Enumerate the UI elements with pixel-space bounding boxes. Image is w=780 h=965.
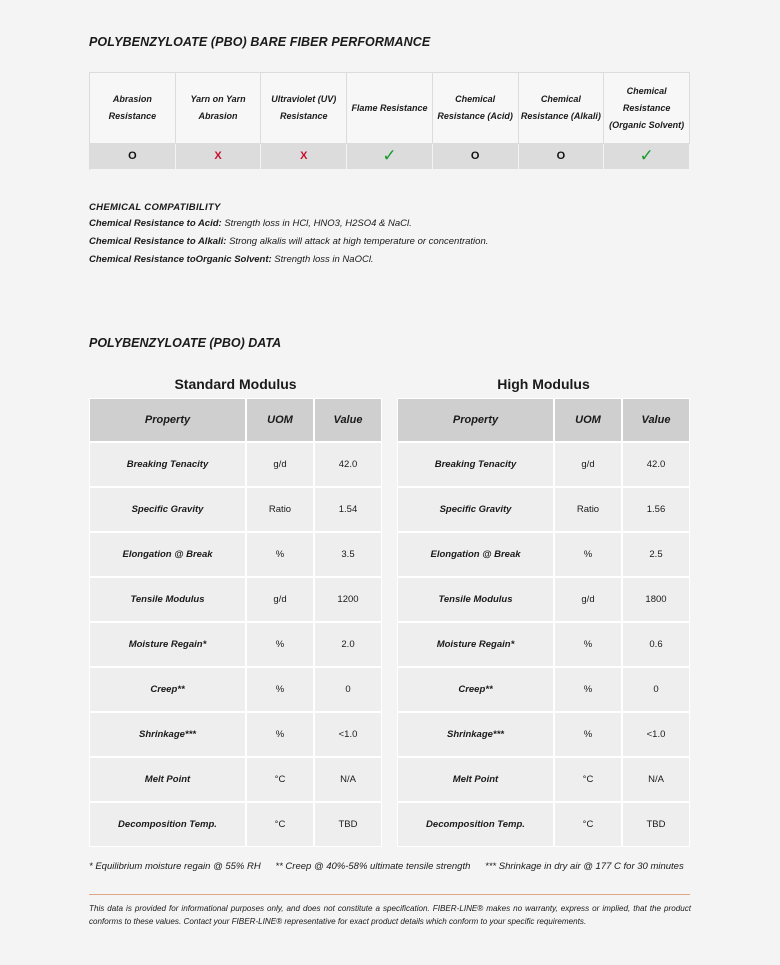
table-row	[397, 712, 690, 757]
compat-text: Strong alkalis will attack at high temperature or concentration.	[226, 236, 489, 247]
footnote: ** Creep @ 40%-58% ultimate tensile strength	[275, 861, 471, 872]
uom-cell: %	[554, 532, 622, 577]
chemical-compatibility	[89, 202, 488, 271]
property-cell: Moisture Regain*	[397, 622, 554, 667]
value-cell: 42.0	[314, 442, 382, 487]
standard-modulus-table	[89, 398, 382, 847]
compat-text: Strength loss in NaOCl.	[271, 254, 374, 265]
performance-column-header: Flame Resistance	[347, 73, 433, 144]
table-row	[397, 622, 690, 667]
property-cell: Melt Point	[89, 757, 246, 802]
table-row	[89, 487, 382, 532]
rating-good-icon: O	[128, 150, 137, 162]
value-cell: 0	[314, 667, 382, 712]
performance-rating-cell	[604, 144, 690, 170]
value-cell: 42.0	[622, 442, 690, 487]
rating-good-icon: O	[470, 150, 480, 162]
property-cell: Shrinkage***	[397, 712, 554, 757]
value-cell: <1.0	[314, 712, 382, 757]
table-row	[397, 667, 690, 712]
table-row	[397, 532, 690, 577]
footnote: *** Shrinkage in dry air @ 177 C for 30 minutes	[485, 861, 684, 872]
table-row	[89, 667, 382, 712]
uom-cell: °C	[554, 757, 622, 802]
property-cell: Breaking Tenacity	[397, 442, 554, 487]
rating-poor-icon: X	[300, 150, 308, 162]
property-cell: Moisture Regain*	[89, 622, 246, 667]
value-cell: 2.5	[622, 532, 690, 577]
uom-cell: g/d	[246, 577, 314, 622]
compat-label: Chemical Resistance toOrganic Solvent:	[89, 254, 272, 265]
uom-cell: %	[246, 667, 314, 712]
value-cell: TBD	[314, 802, 382, 847]
value-cell: 1200	[314, 577, 382, 622]
performance-rating-cell	[519, 144, 605, 170]
uom-cell: °C	[246, 757, 314, 802]
compat-text: Strength loss in HCl, HNO3, H2SO4 & NaCl.	[221, 218, 412, 229]
uom-cell: g/d	[554, 577, 622, 622]
table-row	[89, 577, 382, 622]
disclaimer: This data is provided for informational purposes only, and does not constitute a specification. FIBER-LINE® makes no warranty, express or implied, that the product conforms to these values. Contact your FIBER-LINE® representative for exact product details which conform to your specific requirements.	[89, 904, 691, 926]
column-header: UOM	[246, 398, 314, 442]
data-title: POLYBENZYLOATE (PBO) DATA	[89, 336, 282, 350]
uom-cell: Ratio	[554, 487, 622, 532]
uom-cell: %	[246, 532, 314, 577]
compat-line	[89, 217, 488, 231]
performance-column-header: Chemical Resistance (Acid)	[433, 73, 519, 144]
value-cell: 3.5	[314, 532, 382, 577]
performance-column-header: Chemical Resistance (Alkali)	[519, 73, 605, 144]
performance-table	[89, 72, 690, 170]
property-cell: Elongation @ Break	[397, 532, 554, 577]
performance-rating-cell	[347, 144, 433, 170]
value-cell: TBD	[622, 802, 690, 847]
column-header: Property	[397, 398, 554, 442]
rating-good-icon: O	[556, 150, 566, 162]
column-header: UOM	[554, 398, 622, 442]
table-row	[397, 577, 690, 622]
footnote: * Equilibrium moisture regain @ 55% RH	[89, 861, 261, 872]
property-cell: Shrinkage***	[89, 712, 246, 757]
checkmark-icon: ✓	[639, 145, 654, 165]
property-cell: Decomposition Temp.	[397, 802, 554, 847]
uom-cell: g/d	[554, 442, 622, 487]
property-cell: Creep**	[397, 667, 554, 712]
property-cell: Decomposition Temp.	[89, 802, 246, 847]
value-cell: <1.0	[622, 712, 690, 757]
high-modulus-table	[397, 398, 690, 847]
table-row	[89, 757, 382, 802]
performance-rating-cell	[261, 144, 347, 170]
property-cell: Breaking Tenacity	[89, 442, 246, 487]
property-cell: Specific Gravity	[397, 487, 554, 532]
standard-modulus-title: Standard Modulus	[174, 376, 297, 392]
performance-column-header: Yarn on Yarn Abrasion	[176, 73, 262, 144]
table-row	[397, 442, 690, 487]
divider	[89, 894, 690, 895]
compat-line	[89, 235, 488, 249]
uom-cell: °C	[246, 802, 314, 847]
uom-cell: %	[554, 667, 622, 712]
property-cell: Melt Point	[397, 757, 554, 802]
table-row	[89, 622, 382, 667]
table-row	[89, 532, 382, 577]
performance-rating-cell	[176, 144, 262, 170]
property-cell: Elongation @ Break	[89, 532, 246, 577]
value-cell: N/A	[314, 757, 382, 802]
performance-column-header: Abrasion Resistance	[90, 73, 176, 144]
property-cell: Specific Gravity	[89, 487, 246, 532]
value-cell: 2.0	[314, 622, 382, 667]
high-modulus-title: High Modulus	[497, 376, 590, 392]
value-cell: 1.54	[314, 487, 382, 532]
column-header: Value	[622, 398, 690, 442]
property-cell: Creep**	[89, 667, 246, 712]
table-row	[397, 757, 690, 802]
compat-line	[89, 253, 488, 267]
column-header: Value	[314, 398, 382, 442]
performance-rating-cell	[90, 144, 176, 170]
uom-cell: Ratio	[246, 487, 314, 532]
uom-cell: %	[246, 712, 314, 757]
compat-title: CHEMICAL COMPATIBILITY	[89, 202, 221, 213]
performance-column-header: Chemical Resistance (Organic Solvent)	[604, 73, 690, 144]
column-header: Property	[89, 398, 246, 442]
uom-cell: °C	[554, 802, 622, 847]
rating-poor-icon: X	[214, 150, 222, 162]
uom-cell: %	[554, 712, 622, 757]
table-row	[397, 487, 690, 532]
performance-rating-cell	[433, 144, 519, 170]
value-cell: 0	[622, 667, 690, 712]
table-row	[397, 802, 690, 847]
uom-cell: g/d	[246, 442, 314, 487]
value-cell: 1.56	[622, 487, 690, 532]
value-cell: N/A	[622, 757, 690, 802]
table-row	[89, 442, 382, 487]
compat-label: Chemical Resistance to Alkali:	[89, 236, 227, 247]
footnotes	[89, 861, 696, 872]
uom-cell: %	[554, 622, 622, 667]
checkmark-icon: ✓	[382, 145, 397, 165]
value-cell: 1800	[622, 577, 690, 622]
uom-cell: %	[246, 622, 314, 667]
table-row	[89, 712, 382, 757]
value-cell: 0.6	[622, 622, 690, 667]
table-row	[89, 802, 382, 847]
performance-title: POLYBENZYLOATE (PBO) BARE FIBER PERFORMANCE	[89, 35, 431, 49]
performance-column-header: Ultraviolet (UV) Resistance	[261, 73, 347, 144]
compat-label: Chemical Resistance to Acid:	[89, 218, 222, 229]
property-cell: Tensile Modulus	[397, 577, 554, 622]
property-cell: Tensile Modulus	[89, 577, 246, 622]
